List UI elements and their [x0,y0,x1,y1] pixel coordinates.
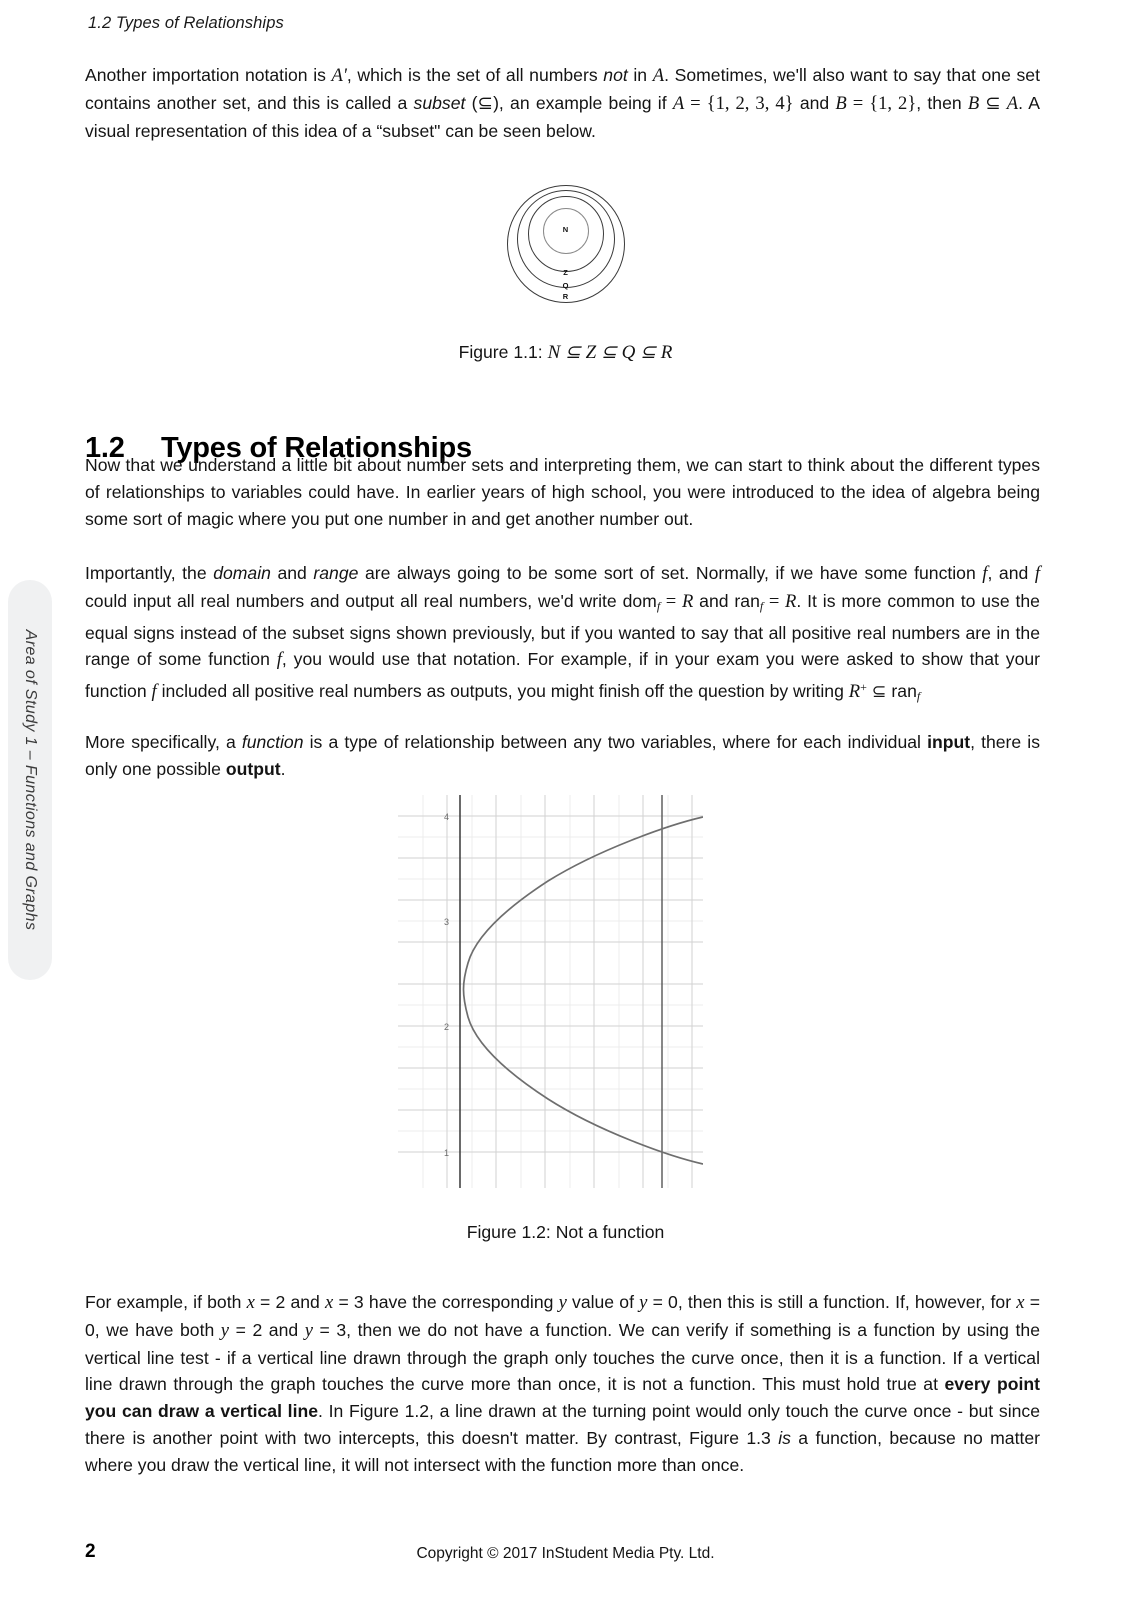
side-tab-label: Area of Study 1 – Functions and Graphs [22,629,39,931]
math-R: R [848,681,861,703]
intro-paragraph [85,62,1040,144]
figure-1-2-graph [398,795,703,1188]
math-A: A [652,65,665,86]
math-superscript-plus: + [860,680,867,695]
math-f: f [151,681,157,703]
text-run: , which is the set of all numbers [346,65,604,85]
text-run: and ran [693,590,760,611]
paragraph-vertical-line-test [85,1289,1040,1479]
y-tick-label-3: 3 [443,917,449,927]
text-run: are always going to be some sort of set. Normally, if we have some function [358,563,983,583]
math-subseteq: ⊆ [477,92,494,114]
math-x: x [246,1292,255,1313]
set-label-R: R [562,292,569,301]
math-R: R [681,590,694,612]
paragraph-function-definition [85,729,1040,783]
figure-1-1-caption [0,341,1131,364]
figure-1-1 [0,185,1131,308]
text-run: ⊆ ran [866,681,917,702]
text-run: and [270,563,314,583]
running-header: 1.2 Types of Relationships [88,14,284,32]
math-f: f [276,649,282,671]
text-run: = 2 and [254,1292,326,1312]
math-x: x [1016,1292,1025,1313]
text-run: , there is only one possible [85,732,1040,779]
emphasis-is: is [778,1427,791,1448]
math-x: x [325,1292,334,1313]
math-set-A: = {1, 2, 3, 4} [684,92,794,114]
text-run: ( [465,92,478,113]
math-y: y [639,1292,648,1313]
caption-expression: N ⊆ Z ⊆ Q ⊆ R [547,342,673,363]
math-A-prime: A' [331,65,347,86]
text-run: = 3, then we do not have a function. We can verify if something is a function by using the vertical line test - if a vertical line drawn through the graph only touches the curve once, then it is a function. If a vertical line drawn through the graph touches the curve more than once, it is not a function. This must hold true at [85,1319,1040,1395]
emphasis-domain: domain [213,563,271,583]
side-tab-area-of-study [8,580,52,980]
text-run: could input all real numbers and output all real numbers, we'd write dom [85,590,657,611]
venn-concentric-sets [507,185,625,303]
set-label-N: N [562,225,569,234]
emphasis-function: function [241,732,304,752]
copyright-notice: Copyright © 2017 InStudent Media Pty. Ltd. [416,1545,715,1562]
bold-output: output [225,758,281,779]
math-R: R [784,590,797,612]
math-f: f [982,563,988,584]
text-run: and [793,92,836,113]
math-equals: = [660,590,682,612]
y-tick-label-1: 1 [443,1148,449,1158]
math-A: A [1006,92,1019,114]
text-run: Importantly, the [85,563,214,583]
math-f: f [1034,563,1041,584]
text-run: , then [916,92,968,113]
math-set-B: = {1, 2} [846,92,917,114]
emphasis-subset: subset [413,92,466,113]
math-subscript-f: f [656,598,661,613]
text-run: a function, because no matter where you draw the vertical line, it will not intersect with the function more than once. [85,1427,1040,1475]
bold-vertical-line-rule: every point you can draw a vertical line [85,1374,1040,1422]
math-B: B [967,92,980,114]
emphasis-not: not [603,65,628,85]
text-run: For example, if both [85,1292,247,1312]
text-run: More specifically, a [85,732,242,752]
text-run: is a type of relationship between any two variables, where for each individual [303,732,928,752]
emphasis-range: range [313,563,359,583]
math-subseteq: ⊆ [979,92,1007,114]
text-run: . Sometimes, we'll also want to say that one set contains another set, and this is called a [85,65,1040,113]
math-subscript-f: f [759,598,764,613]
intro-paragraph-block [85,62,1040,144]
math-equals: = [763,590,785,612]
text-run: , you would use that notation. For example, if in your exam you were asked to show that your function [85,649,1040,702]
text-run: value of [566,1292,640,1312]
text-run: . It is more common to use the equal signs instead of the subset signs shown previously, but if you wanted to say that all positive real numbers are in the range of some function [85,590,1040,670]
set-label-Z: Z [563,268,568,277]
figure-1-2-caption: Figure 1.2: Not a function [466,1222,665,1242]
minor-gridlines [398,795,703,1188]
caption-prefix: Figure 1.1: [458,342,548,362]
text-run: Another importation notation is [85,65,332,85]
parabola-curve [464,817,704,1164]
math-B: B [835,92,847,114]
text-run: . In Figure 1.2, a line drawn at the turning point would only touch the curve once - but since there is another point with two intercepts, this doesn't matter. By contrast, Figure 1.3 [85,1401,1040,1448]
text-run: ), an example being if [493,92,673,113]
paragraph-domain-range [85,560,1040,710]
math-y: y [558,1292,567,1313]
text-run: in [627,65,653,85]
set-label-Q: Q [562,281,569,290]
text-run: = 2 and [229,1319,305,1340]
text-run: . [280,758,286,779]
text-run: = 0, we have both [85,1292,1040,1340]
math-y: y [220,1319,230,1341]
math-A: A [672,92,685,114]
math-subscript-f: f [916,689,921,704]
text-run: , and [987,563,1035,583]
section-number: 1.2 [85,432,125,465]
text-run: = 0, then this is still a function. If, however, for [647,1292,1017,1312]
paragraph-section-intro: Now that we understand a little bit about number sets and interpreting them, we can start to think about the different types of relationships to variables could have. In earlier years of high school, you were introduced to the idea of algebra being some sort of magic where you put one number in and get another number out. [85,455,1040,529]
y-tick-label-2: 2 [443,1022,449,1032]
section-title: Types of Relationships [161,432,472,465]
parabola-plot [398,795,703,1188]
text-run: . A visual representation of this idea of a “subset" can be seen below. [85,92,1040,141]
page-number: 2 [85,1541,96,1562]
bold-input: input [927,732,971,752]
y-tick-label-4: 4 [443,812,449,822]
math-y: y [304,1319,313,1341]
text-run: included all positive real numbers as outputs, you might finish off the question by writing [156,681,849,702]
major-gridlines [398,795,703,1188]
text-run: = 3 have the corresponding [333,1292,559,1312]
